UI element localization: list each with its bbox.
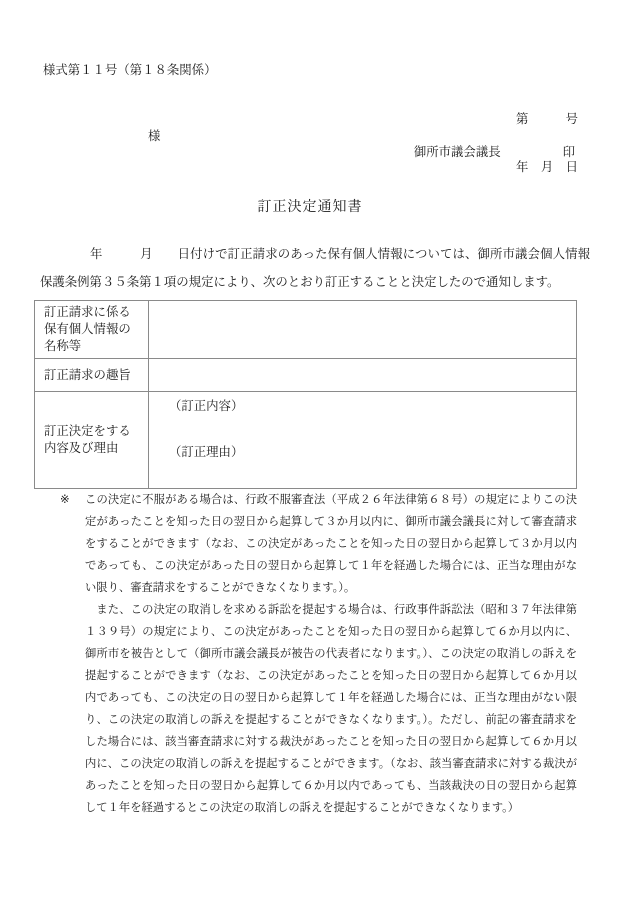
document-title: 訂正決定通知書 — [257, 200, 363, 215]
note-section — [85, 489, 577, 819]
date-line: 年 月 日 — [516, 160, 578, 174]
decision-table — [34, 300, 577, 489]
row-value-information-name — [149, 301, 577, 359]
row-value-request-purpose — [149, 359, 577, 392]
row-label-decision-content: 訂正決定をする内容及び理由 — [35, 392, 149, 489]
note-paragraph-lawsuit: また、この決定の取消しを求める訴訟を提起する場合は、行政事件訴訟法（昭和３７年法律第１３９号）の規定により、この決定があったことを知った日の翌日から起算して６か月以内に、御所市を被告として（御所市議会議長が被告の代表者になります。）、この決定の取消しの訴えを提起することができます（なお、この決定があったことを知った日の翌日から起算して６か月以内であっても、この決定の日の翌日から起算して１年を経過した場合には、正当な理由がない限り、この決定の取消しの訴えを提起することができなくなります。）。ただし、前記の審査請求をした場合には、該当審査請求に対する裁決があったことを知った日の翌日から起算して６か月以内に、この決定の取消しの訴えを提起することができます。（なお、該当審査請求に対する裁決があったことを知った日の翌日から起算して６か月以内であっても、当該裁決の日の翌日から起算して１年を経過するとこの決定の取消しの訴えを提起することができなくなります。） — [85, 604, 577, 814]
table-row — [35, 359, 577, 392]
document-number-line: 第 号 — [516, 112, 578, 126]
note-paragraph-appeal: この決定に不服がある場合は、行政不服審査法（平成２６年法律第６８号）の規定によりこの決定があったことを知った日の翌日から起算して３か月以内に、御所市議会議長に対して審査請求をすることができます（なお、この決定があったことを知った日の翌日から起算して３か月以内であっても、この決定があった日の翌日から起算して１年を経過した場合には、正当な理由がない限り、審査請求をすることができなくなります。）。 — [85, 494, 577, 594]
form-number: 様式第１１号（第１８条関係） — [43, 63, 217, 77]
note-marker: ※ — [60, 494, 70, 506]
correction-reason-caption: （訂正理由） — [169, 445, 244, 459]
addressee-suffix: 様 — [148, 129, 161, 143]
body-paragraph: 年 月 日付けで訂正請求のあった保有個人情報については、御所市議会個人情報保護条例第３５条第１項の規定により、次のとおり訂正することと決定したので通知します。 — [40, 247, 590, 289]
table-row — [35, 301, 577, 359]
issuer-name: 御所市議会議長 — [413, 145, 501, 159]
seal-placeholder: 印 — [562, 145, 575, 159]
row-label-information-name: 訂正請求に係る保有個人情報の名称等 — [35, 301, 149, 359]
table-row — [35, 392, 577, 489]
row-label-request-purpose: 訂正請求の趣旨 — [35, 359, 149, 392]
issuer-line — [414, 142, 575, 160]
correction-content-caption: （訂正内容） — [169, 399, 244, 413]
row-value-decision-content — [149, 392, 577, 489]
